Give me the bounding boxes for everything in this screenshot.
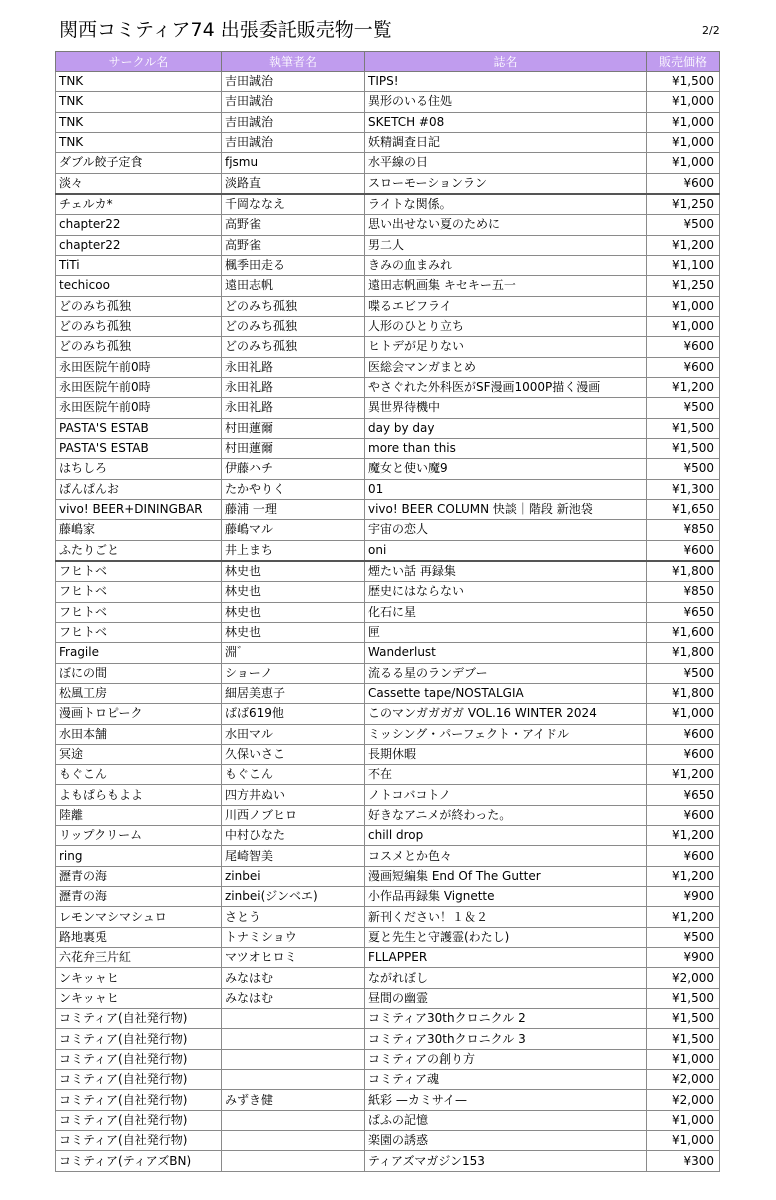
price-cell: ¥1,200: [647, 765, 720, 785]
author-cell: 永田礼路: [222, 357, 365, 377]
title-cell: コミティアの創り方: [365, 1049, 647, 1069]
author-cell: 尾崎智美: [222, 846, 365, 866]
circle-cell: コミティア(自社発行物): [56, 1029, 222, 1049]
circle-cell: フヒトベ: [56, 582, 222, 602]
author-cell: 吉田誠治: [222, 132, 365, 152]
title-cell: 流るる星のランデブー: [365, 663, 647, 683]
title-cell: 水平線の日: [365, 153, 647, 173]
price-cell: ¥1,200: [647, 907, 720, 927]
author-cell: 高野雀: [222, 235, 365, 255]
circle-cell: 六花弁三片紅: [56, 948, 222, 968]
price-cell: ¥650: [647, 785, 720, 805]
price-cell: ¥600: [647, 357, 720, 377]
price-cell: ¥1,650: [647, 499, 720, 519]
title-cell: 漫画短編集 End Of The Gutter: [365, 866, 647, 886]
table-row: [56, 296, 720, 316]
title-cell: 妖精調査日記: [365, 132, 647, 152]
author-cell: zinbei: [222, 866, 365, 886]
table-row: [56, 785, 720, 805]
table-row: [56, 907, 720, 927]
price-cell: ¥1,500: [647, 418, 720, 438]
table-row: [56, 255, 720, 275]
author-cell: どのみち孤独: [222, 296, 365, 316]
circle-cell: techicoo: [56, 276, 222, 296]
table-row: [56, 602, 720, 622]
author-cell: 川西ノブヒロ: [222, 805, 365, 825]
price-cell: ¥1,800: [647, 561, 720, 582]
price-cell: ¥1,200: [647, 826, 720, 846]
author-cell: ショーノ: [222, 663, 365, 683]
title-cell: 楽園の誘惑: [365, 1131, 647, 1151]
price-cell: ¥1,250: [647, 194, 720, 215]
circle-cell: フヒトベ: [56, 561, 222, 582]
author-cell: 吉田誠治: [222, 92, 365, 112]
author-cell: [222, 1009, 365, 1029]
circle-cell: ンキッャヒ: [56, 988, 222, 1008]
author-cell: [222, 1049, 365, 1069]
author-cell: 林史也: [222, 582, 365, 602]
header-row: [56, 52, 720, 72]
author-cell: zinbei(ジンベエ): [222, 887, 365, 907]
table-row: [56, 744, 720, 764]
title-cell: 人形のひとり立ち: [365, 316, 647, 336]
price-cell: ¥1,800: [647, 683, 720, 703]
consignment-table: [55, 51, 720, 1172]
circle-cell: TNK: [56, 132, 222, 152]
table-row: [56, 1049, 720, 1069]
price-cell: ¥1,200: [647, 377, 720, 397]
author-cell: 淵゛: [222, 643, 365, 663]
author-cell: 伊藤ハチ: [222, 459, 365, 479]
author-cell: トナミショウ: [222, 927, 365, 947]
author-cell: 高野雀: [222, 215, 365, 235]
title-cell: SKETCH #08: [365, 112, 647, 132]
price-cell: ¥850: [647, 582, 720, 602]
price-cell: ¥1,600: [647, 622, 720, 642]
title-cell: やさぐれた外科医がSF漫画1000P描く漫画: [365, 377, 647, 397]
table-row: [56, 927, 720, 947]
title-cell: 魔女と使い魔9: [365, 459, 647, 479]
circle-cell: チェルカ*: [56, 194, 222, 215]
circle-cell: ぱんぱんお: [56, 479, 222, 499]
author-cell: たかやりく: [222, 479, 365, 499]
title-cell: ノトコバコトノ: [365, 785, 647, 805]
author-cell: もぐこん: [222, 765, 365, 785]
table-row: [56, 1070, 720, 1090]
table-row: [56, 826, 720, 846]
circle-cell: 淡々: [56, 173, 222, 194]
column-header-title: 誌名: [365, 52, 647, 72]
table-row: [56, 132, 720, 152]
price-cell: ¥1,100: [647, 255, 720, 275]
author-cell: [222, 1151, 365, 1171]
circle-cell: ダブル餃子定食: [56, 153, 222, 173]
title-cell: きみの血まみれ: [365, 255, 647, 275]
author-cell: 久保いさこ: [222, 744, 365, 764]
table-row: [56, 153, 720, 173]
price-cell: ¥2,000: [647, 968, 720, 988]
circle-cell: 冥途: [56, 744, 222, 764]
circle-cell: vivo! BEER+DININGBAR: [56, 499, 222, 519]
price-cell: ¥1,500: [647, 1009, 720, 1029]
circle-cell: 永田医院午前0時: [56, 377, 222, 397]
author-cell: 村田蓮爾: [222, 418, 365, 438]
title-cell: コミティア魂: [365, 1070, 647, 1090]
title-cell: chill drop: [365, 826, 647, 846]
author-cell: どのみち孤独: [222, 316, 365, 336]
price-cell: ¥1,000: [647, 132, 720, 152]
circle-cell: どのみち孤独: [56, 296, 222, 316]
title-cell: 昼間の幽霊: [365, 988, 647, 1008]
title-cell: 匣: [365, 622, 647, 642]
title-cell: 化石に星: [365, 602, 647, 622]
circle-cell: Fragile: [56, 643, 222, 663]
table-row: [56, 92, 720, 112]
author-cell: 水田マル: [222, 724, 365, 744]
table-row: [56, 72, 720, 92]
table-row: [56, 235, 720, 255]
table-row: [56, 683, 720, 703]
author-cell: [222, 1131, 365, 1151]
circle-cell: PASTA'S ESTAB: [56, 418, 222, 438]
price-cell: ¥1,500: [647, 438, 720, 458]
title-cell: コミティア30thクロニクル 3: [365, 1029, 647, 1049]
table-row: [56, 988, 720, 1008]
circle-cell: コミティア(自社発行物): [56, 1131, 222, 1151]
table-row: [56, 846, 720, 866]
circle-cell: TNK: [56, 92, 222, 112]
price-cell: ¥1,000: [647, 296, 720, 316]
circle-cell: コミティア(自社発行物): [56, 1070, 222, 1090]
table-row: [56, 704, 720, 724]
price-cell: ¥600: [647, 724, 720, 744]
table-row: [56, 173, 720, 194]
table-row: [56, 1090, 720, 1110]
author-cell: [222, 1029, 365, 1049]
title-cell: 思い出せない夏のために: [365, 215, 647, 235]
page-title: 関西コミティア74 出張委託販売物一覧: [59, 19, 392, 41]
table-row: [56, 765, 720, 785]
price-cell: ¥1,500: [647, 988, 720, 1008]
title-cell: oni: [365, 540, 647, 561]
author-cell: どのみち孤独: [222, 337, 365, 357]
author-cell: [222, 1110, 365, 1130]
circle-cell: コミティア(ティアズBN): [56, 1151, 222, 1171]
table-row: [56, 276, 720, 296]
circle-cell: ring: [56, 846, 222, 866]
table-row: [56, 643, 720, 663]
table-row: [56, 663, 720, 683]
title-cell: TIPS!: [365, 72, 647, 92]
circle-cell: よもぱらもよよ: [56, 785, 222, 805]
price-cell: ¥600: [647, 173, 720, 194]
price-cell: ¥600: [647, 337, 720, 357]
circle-cell: フヒトベ: [56, 622, 222, 642]
price-cell: ¥1,250: [647, 276, 720, 296]
table-row: [56, 887, 720, 907]
column-header-price: 販売価格: [647, 52, 720, 72]
price-cell: ¥2,000: [647, 1070, 720, 1090]
table-row: [56, 1009, 720, 1029]
table-body: [56, 72, 720, 1172]
table-row: [56, 622, 720, 642]
price-cell: ¥600: [647, 805, 720, 825]
title-cell: コミティア30thクロニクル 2: [365, 1009, 647, 1029]
price-cell: ¥500: [647, 927, 720, 947]
title-cell: このマンガガガガ VOL.16 WINTER 2024: [365, 704, 647, 724]
author-cell: 吉田誠治: [222, 112, 365, 132]
price-cell: ¥900: [647, 887, 720, 907]
circle-cell: ンキッャヒ: [56, 968, 222, 988]
price-cell: ¥1,000: [647, 704, 720, 724]
table-row: [56, 499, 720, 519]
author-cell: fjsmu: [222, 153, 365, 173]
price-cell: ¥500: [647, 663, 720, 683]
title-cell: ティアズマガジン153: [365, 1151, 647, 1171]
circle-cell: コミティア(自社発行物): [56, 1049, 222, 1069]
circle-cell: リップクリーム: [56, 826, 222, 846]
title-cell: 遠田志帆画集 キセキー五一: [365, 276, 647, 296]
price-cell: ¥1,000: [647, 1049, 720, 1069]
price-cell: ¥1,000: [647, 1110, 720, 1130]
table-row: [56, 1029, 720, 1049]
price-cell: ¥2,000: [647, 1090, 720, 1110]
author-cell: 遠田志帆: [222, 276, 365, 296]
circle-cell: ぼにの間: [56, 663, 222, 683]
price-cell: ¥1,300: [647, 479, 720, 499]
author-cell: 林史也: [222, 622, 365, 642]
author-cell: 藤嶋マル: [222, 520, 365, 540]
author-cell: 四方井ぬい: [222, 785, 365, 805]
title-cell: ヒトデが足りない: [365, 337, 647, 357]
price-cell: ¥300: [647, 1151, 720, 1171]
author-cell: 村田蓮爾: [222, 438, 365, 458]
author-cell: 吉田誠治: [222, 72, 365, 92]
circle-cell: 瀝青の海: [56, 866, 222, 886]
circle-cell: TNK: [56, 72, 222, 92]
circle-cell: chapter22: [56, 215, 222, 235]
table-row: [56, 948, 720, 968]
circle-cell: コミティア(自社発行物): [56, 1110, 222, 1130]
circle-cell: どのみち孤独: [56, 316, 222, 336]
author-cell: 林史也: [222, 602, 365, 622]
table-row: [56, 316, 720, 336]
author-cell: みなはむ: [222, 968, 365, 988]
author-cell: さとう: [222, 907, 365, 927]
table-row: [56, 540, 720, 561]
price-cell: ¥500: [647, 215, 720, 235]
table-row: [56, 418, 720, 438]
title-cell: day by day: [365, 418, 647, 438]
price-cell: ¥1,000: [647, 112, 720, 132]
table-row: [56, 866, 720, 886]
table-row: [56, 337, 720, 357]
price-cell: ¥1,000: [647, 153, 720, 173]
title-cell: vivo! BEER COLUMN 快談｜階段 新池袋: [365, 499, 647, 519]
circle-cell: 水田本舗: [56, 724, 222, 744]
price-cell: ¥1,800: [647, 643, 720, 663]
title-cell: ぱふの記憶: [365, 1110, 647, 1130]
title-cell: 好きなアニメが終わった。: [365, 805, 647, 825]
title-cell: more than this: [365, 438, 647, 458]
title-cell: 夏と先生と守護霊(わたし): [365, 927, 647, 947]
title-cell: 異形のいる住処: [365, 92, 647, 112]
author-cell: みなはむ: [222, 988, 365, 1008]
author-cell: 林史也: [222, 561, 365, 582]
title-cell: 小作品再録集 Vignette: [365, 887, 647, 907]
price-cell: ¥1,000: [647, 1131, 720, 1151]
title-cell: 新刊ください！１＆２: [365, 907, 647, 927]
title-cell: 01: [365, 479, 647, 499]
title-cell: 不在: [365, 765, 647, 785]
author-cell: 細居美恵子: [222, 683, 365, 703]
circle-cell: もぐこん: [56, 765, 222, 785]
circle-cell: はちしろ: [56, 459, 222, 479]
title-cell: 宇宙の恋人: [365, 520, 647, 540]
table-header: [56, 52, 720, 72]
table-row: [56, 1151, 720, 1171]
author-cell: 中村ひなた: [222, 826, 365, 846]
circle-cell: 松風工房: [56, 683, 222, 703]
price-cell: ¥1,200: [647, 235, 720, 255]
title-cell: ミッシング・パーフェクト・アイドル: [365, 724, 647, 744]
title-cell: コスメとか色々: [365, 846, 647, 866]
circle-cell: 藤嶋家: [56, 520, 222, 540]
author-cell: [222, 1070, 365, 1090]
price-cell: ¥600: [647, 846, 720, 866]
column-header-circle: サークル名: [56, 52, 222, 72]
table-row: [56, 724, 720, 744]
circle-cell: コミティア(自社発行物): [56, 1090, 222, 1110]
table-row: [56, 438, 720, 458]
title-cell: 紙彩 —カミサイ—: [365, 1090, 647, 1110]
price-cell: ¥500: [647, 459, 720, 479]
title-cell: Wanderlust: [365, 643, 647, 663]
title-cell: Cassette tape/NOSTALGIA: [365, 683, 647, 703]
title-cell: 煙たい話 再録集: [365, 561, 647, 582]
title-cell: 歴史にはならない: [365, 582, 647, 602]
author-cell: 千岡ななえ: [222, 194, 365, 215]
circle-cell: chapter22: [56, 235, 222, 255]
circle-cell: フヒトベ: [56, 602, 222, 622]
circle-cell: コミティア(自社発行物): [56, 1009, 222, 1029]
author-cell: 藤浦 一理: [222, 499, 365, 519]
author-cell: みずき健: [222, 1090, 365, 1110]
table-row: [56, 805, 720, 825]
title-cell: 長期休暇: [365, 744, 647, 764]
circle-cell: どのみち孤独: [56, 337, 222, 357]
circle-cell: TNK: [56, 112, 222, 132]
author-cell: マツオヒロミ: [222, 948, 365, 968]
circle-cell: 漫画トロピーク: [56, 704, 222, 724]
price-cell: ¥1,200: [647, 866, 720, 886]
price-cell: ¥500: [647, 398, 720, 418]
table-row: [56, 1110, 720, 1130]
table-row: [56, 459, 720, 479]
table-row: [56, 112, 720, 132]
table-row: [56, 215, 720, 235]
circle-cell: 瀝青の海: [56, 887, 222, 907]
price-cell: ¥1,500: [647, 1029, 720, 1049]
table-row: [56, 520, 720, 540]
circle-cell: レモンマシマシュロ: [56, 907, 222, 927]
title-cell: ライトな関係。: [365, 194, 647, 215]
price-cell: ¥850: [647, 520, 720, 540]
title-cell: 医総会マンガまとめ: [365, 357, 647, 377]
table-row: [56, 398, 720, 418]
circle-cell: 永田医院午前0時: [56, 398, 222, 418]
price-cell: ¥900: [647, 948, 720, 968]
table-row: [56, 968, 720, 988]
price-cell: ¥1,000: [647, 92, 720, 112]
circle-cell: ふたりごと: [56, 540, 222, 561]
price-cell: ¥600: [647, 744, 720, 764]
table-row: [56, 582, 720, 602]
page-number: 2/2: [702, 24, 720, 37]
author-cell: 淡路直: [222, 173, 365, 194]
title-cell: FLLAPPER: [365, 948, 647, 968]
table-row: [56, 194, 720, 215]
table-row: [56, 479, 720, 499]
author-cell: 永田礼路: [222, 377, 365, 397]
column-header-author: 執筆者名: [222, 52, 365, 72]
title-cell: 男二人: [365, 235, 647, 255]
table-row: [56, 1131, 720, 1151]
title-cell: ながれぼし: [365, 968, 647, 988]
author-cell: 井上まち: [222, 540, 365, 561]
price-cell: ¥600: [647, 540, 720, 561]
table-row: [56, 357, 720, 377]
price-cell: ¥650: [647, 602, 720, 622]
title-cell: 異世界待機中: [365, 398, 647, 418]
circle-cell: TiTi: [56, 255, 222, 275]
circle-cell: 陸離: [56, 805, 222, 825]
table-row: [56, 561, 720, 582]
circle-cell: PASTA'S ESTAB: [56, 438, 222, 458]
title-cell: スローモーションラン: [365, 173, 647, 194]
title-cell: 喋るエビフライ: [365, 296, 647, 316]
price-cell: ¥1,000: [647, 316, 720, 336]
table-row: [56, 377, 720, 397]
price-cell: ¥1,500: [647, 72, 720, 92]
author-cell: 楓季田走る: [222, 255, 365, 275]
circle-cell: 永田医院午前0時: [56, 357, 222, 377]
author-cell: 永田礼路: [222, 398, 365, 418]
author-cell: ばば619他: [222, 704, 365, 724]
circle-cell: 路地裏兎: [56, 927, 222, 947]
